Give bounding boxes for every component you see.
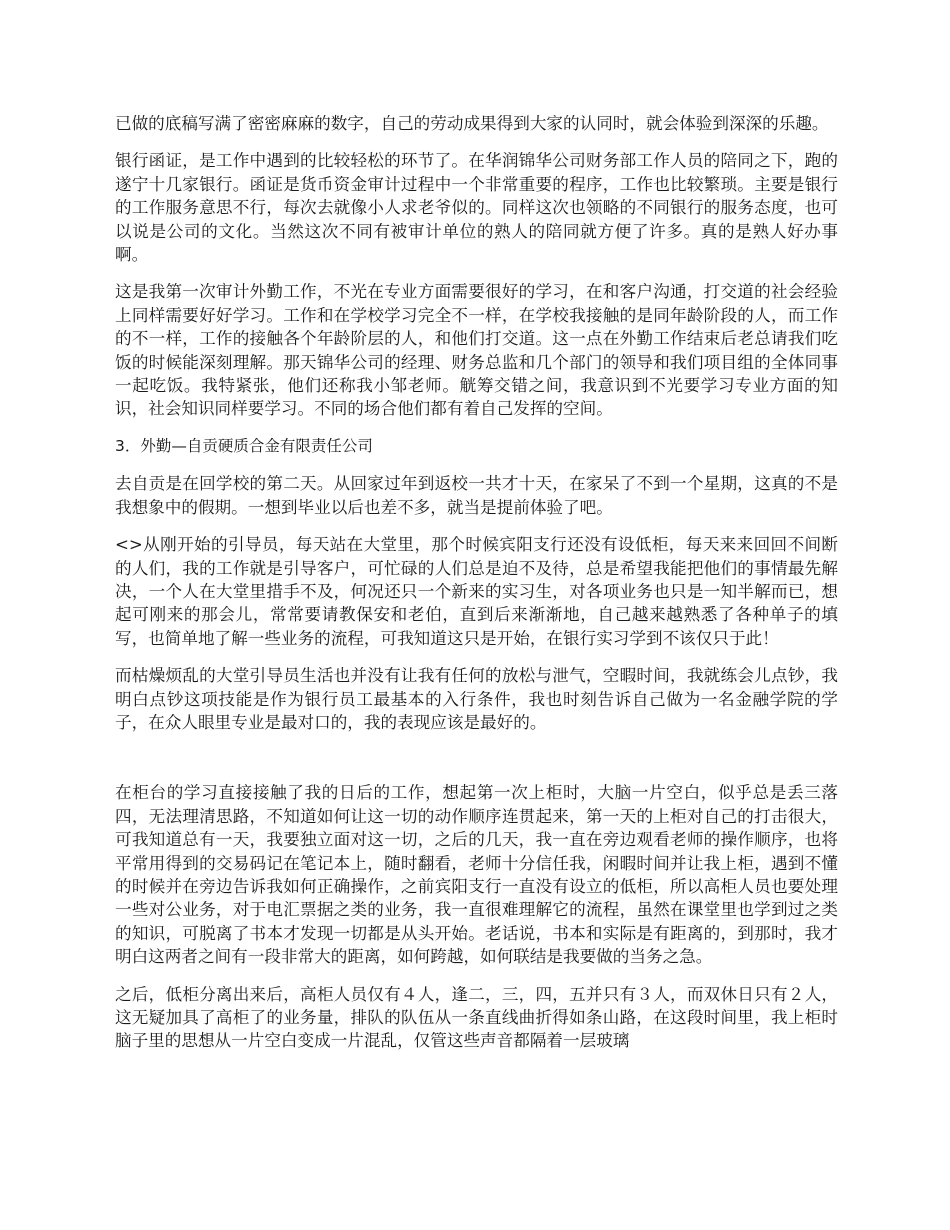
paragraph-4: 去自贡是在回学校的第二天。从回家过年到返校一共才十天，在家呆了不到一个星期，这真的不是我想象中的假期。一想到毕业以后也差不多，就当是提前体验了吧。: [115, 474, 838, 517]
paragraph-3: 这是我第一次审计外勤工作，不光在专业方面需要很好的学习，在和客户沟通，打交道的社会经验上同样需要好好学习。工作和在学校学习完全不一样，在学校我接触的是同年龄阶段的人，而工作的不一样，工作的接触各个年龄阶层的人，和他们打交道。这一点在外勤工作结束后老总请我们吃饭的时候能深刻理解。那天锦华公司的经理、财务总监和几个部门的领导和我们项目组的全体同事一起吃饭。我特紧张，他们还称我小邹老师。觥筹交错之间，我意识到不光要学习专业方面的知识，社会知识同样要学习。不同的场合他们都有着自己发挥的空间。: [115, 282, 838, 419]
paragraph-1: 已做的底稿写满了密密麻麻的数字，自己的劳动成果得到大家的认同时，就会体验到深深的乐趣。: [115, 114, 829, 133]
document-body: [115, 112, 838, 1067]
section-heading: 3．外勤—自贡硬质合金有限责任公司: [115, 436, 373, 455]
paragraph-2: 银行函证，是工作中遇到的比较轻松的环节了。在华润锦华公司财务部工作人员的陪同之下，跑的遂宁十几家银行。函证是货币资金审计过程中一个非常重要的程序，工作也比较繁琐。主要是银行的工作服务意思不行，每次去就像小人求老爷似的。同样这次也领略的不同银行的服务态度，也可以说是公司的文化。当然这次不同有被审计单位的熟人的陪同就方便了许多。真的是熟人好办事啊。: [115, 151, 838, 265]
paragraph-6: 而枯燥烦乱的大堂引导员生活也并没有让我有任何的放松与泄气，空暇时间，我就练会儿点钞，我明白点钞这项技能是作为银行员工最基本的入行条件，我也时刻告诉自己做为一名金融学院的学子，在众人眼里专业是最对口的，我的表现应该是最好的。: [115, 666, 838, 732]
paragraph-5: <>从刚开始的引导员，每天站在大堂里，那个时候宾阳支行还没有设低柜，每天来来回回不间断的人们，我的工作就是引导客户，可忙碌的人们总是迫不及待，总是希望我能把他们的事情最先解决，一个人在大堂里措手不及，何况还只一个新来的实习生，对各项业务也只是一知半解而已，想起可刚来的那会儿，常常要请教保安和老伯，直到后来渐渐地，自己越来越熟悉了各种单子的填写，也简单地了解一些业务的流程，可我知道这只是开始，在银行实习学到不该仅只于此！: [115, 535, 838, 648]
paragraph-8: 之后，低柜分离出来后，高柜人员仅有４人，逢二，三，四，五并只有３人，而双休日只有２人，这无疑加具了高柜了的业务量，排队的队伍从一条直线曲折得如条山路，在这段时间里，我上柜时脑子里的思想从一片空白变成一片混乱，仅管这些声音都隔着一层玻璃: [115, 984, 838, 1051]
blank-spacer: [115, 748, 838, 781]
paragraph-7: 在柜台的学习直接接触了我的日后的工作，想起第一次上柜时，大脑一片空白，似乎总是丢三落四，无法理清思路，不知道如何让这一切的动作顺序连贯起来，第一天的上柜对自己的打击很大，可我知道总有一天，我要独立面对这一切，之后的几天，我一直在旁边观看老师的操作顺序，也将平常用得到的交易码记在笔记本上，随时翻看，老师十分信任我，闲暇时间并让我上柜，遇到不懂的时候并在旁边告诉我如何正确操作，之前宾阳支行一直没有设立的低柜，所以高柜人员也要处理一些对公业务，对于电汇票据之类的业务，我一直很难理解它的流程，虽然在课堂里也学到过之类的知识，可脱离了书本才发现一切都是从头开始。老话说，书本和实际是有距离的，到那时，我才明白这两者之间有一段非常大的距离，如何跨越，如何联结是我要做的当务之急。: [115, 783, 838, 967]
